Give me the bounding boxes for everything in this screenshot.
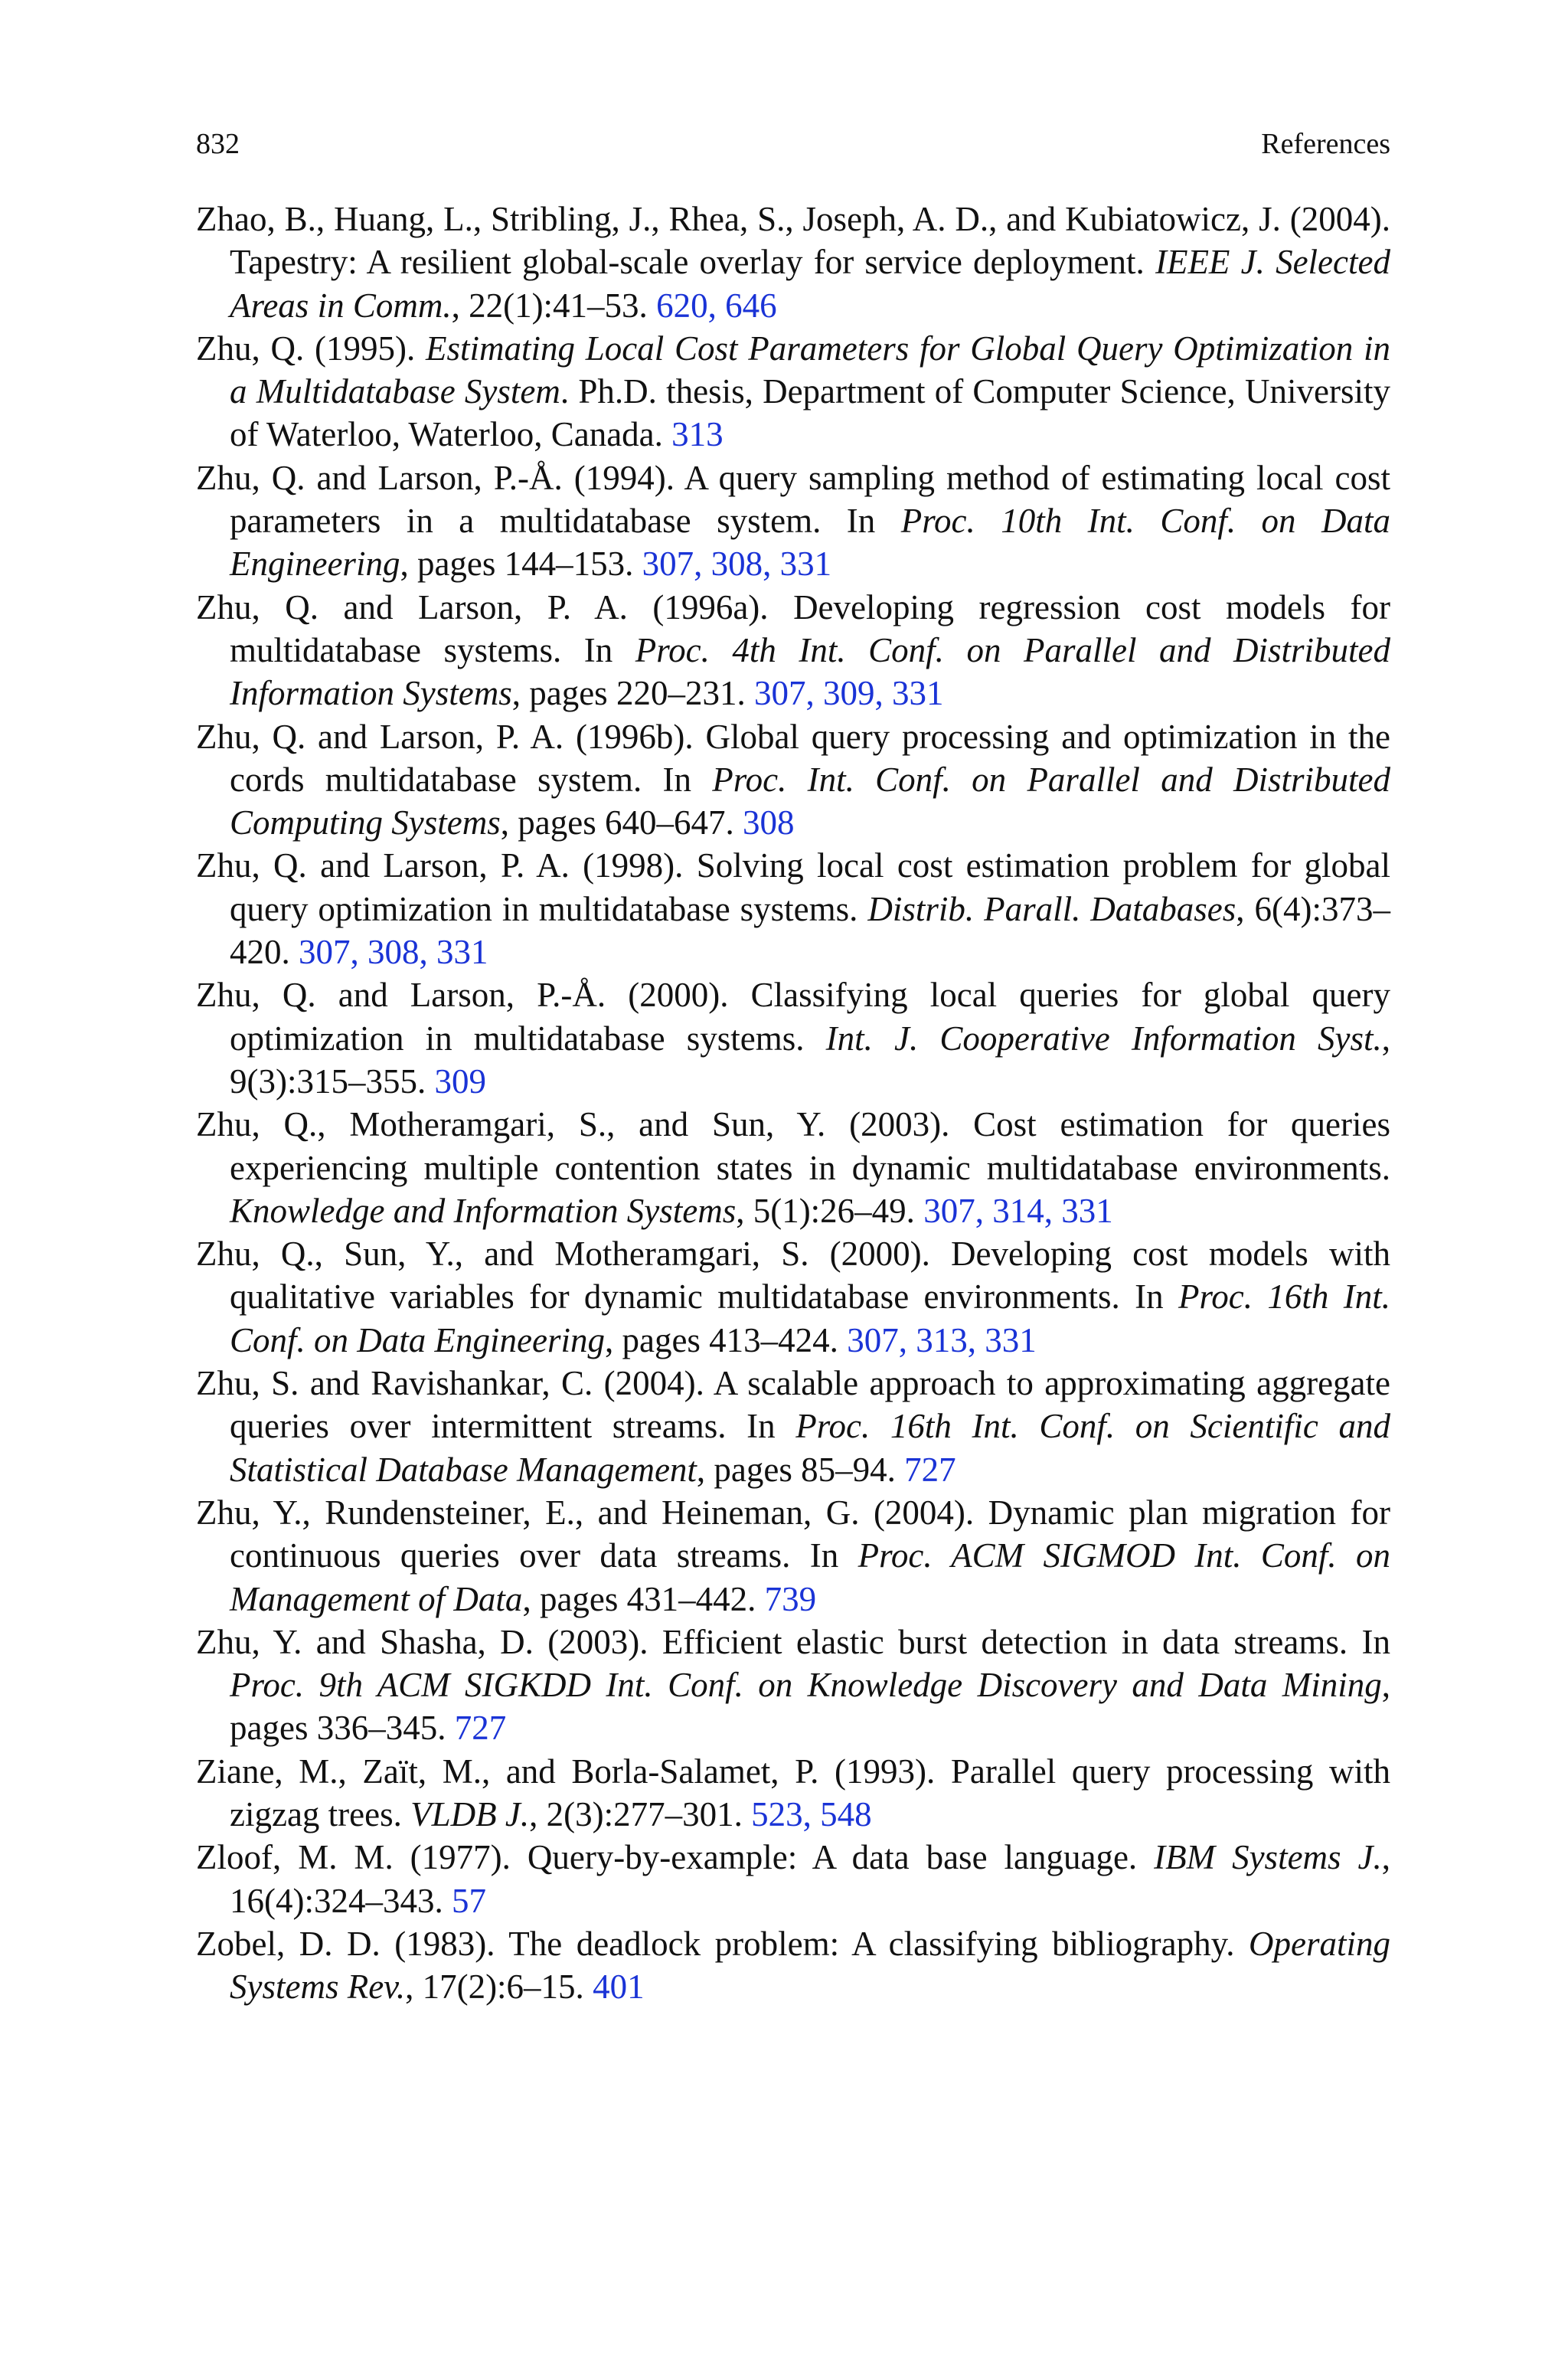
reference-entry [196,973,1390,1103]
publication-title: Estimating Local Cost Parameters for Global Query Optimization in a Multidatabase System [230,329,1390,411]
page-reference-link[interactable]: 401 [593,1967,645,2007]
reference-entry [196,1750,1390,1837]
publication-title: Knowledge and Information Systems [230,1191,737,1230]
page-reference-link[interactable]: 307, 313, 331 [847,1320,1037,1359]
reference-text: Zhu, Q. and Larson, P.-Å. (2000). Classifying local queries for global query optimization in multidatabase systems. [196,976,1390,1058]
reference-text: , 17(2):6–15. [405,1967,593,2007]
page-reference-link[interactable]: 727 [454,1709,507,1748]
page-reference-link[interactable]: 307, 314, 331 [923,1191,1113,1230]
reference-text: , 5(1):26–49. [736,1191,924,1230]
publication-title: Proc. Int. Conf. on Parallel and Distributed Computing Systems [230,760,1390,842]
reference-text: , pages 144–153. [400,545,642,584]
reference-entry [196,327,1390,456]
reference-text: Zhu, Q. (1995). [196,329,426,368]
publication-title: Int. J. Cooperative Information Syst. [825,1019,1382,1058]
page-reference-link[interactable]: 727 [904,1450,956,1489]
reference-text: , 2(3):277–301. [529,1794,752,1833]
page-reference-link[interactable]: 307, 308, 331 [299,933,488,972]
reference-text: , pages 413–424. [604,1320,848,1359]
reference-text: Zhu, Q. and Larson, P. A. (1998). Solving local cost estimation problem for global query optimization in multidatabase systems. [196,846,1390,928]
publication-title: Proc. ACM SIGMOD Int. Conf. on Management of Data [230,1536,1390,1618]
publication-title: Proc. 16th Int. Conf. on Scientific and Statistical Database Management [230,1407,1390,1489]
reference-text: Zhu, Q. and Larson, P. A. (1996a). Developing regression cost models for multidatabase systems. In [196,587,1390,669]
page-reference-link[interactable]: 309 [434,1061,486,1101]
publication-title: Distrib. Parall. Databases [867,889,1236,928]
reference-text: Zhao, B., Huang, L., Stribling, J., Rhea, S., Joseph, A. D., and Kubiatowicz, J. (2004). Tapestry: A resilient global-scale overlay for service deployment. [196,200,1390,282]
reference-entry [196,1836,1390,1922]
reference-text: , 6(4):373–420. [230,889,1390,972]
publication-title: VLDB J. [410,1794,530,1833]
reference-entry [196,1922,1390,2009]
reference-text: Ziane, M., Zaït, M., and Borla-Salamet, P. (1993). Parallel query processing with zigzag trees. [196,1752,1390,1833]
reference-text: , 16(4):324–343. [230,1838,1390,1920]
publication-title: IEEE J. Selected Areas in Comm. [230,243,1390,325]
reference-text: , 9(3):315–355. [230,1019,1390,1101]
reference-text: Zhu, Q., Sun, Y., and Motheramgari, S. (2000). Developing cost models with qualitative variables for dynamic multidatabase environments. In [196,1235,1390,1317]
publication-title: Proc. 9th ACM SIGKDD Int. Conf. on Knowledge Discovery and Data Mining [230,1666,1382,1705]
reference-entry [196,715,1390,845]
page-reference-link[interactable]: 57 [451,1881,486,1920]
page-reference-link[interactable]: 308 [742,803,795,842]
reference-text: , pages 85–94. [696,1450,905,1489]
reference-entry [196,586,1390,715]
page-number: 832 [196,128,240,160]
page-reference-link[interactable]: 620, 646 [656,286,777,325]
page-reference-link[interactable]: 307, 308, 331 [642,545,832,584]
page-header [196,121,1390,167]
reference-entry [196,1491,1390,1621]
reference-entry [196,1621,1390,1750]
reference-text: , pages 220–231. [511,674,754,713]
reference-text: Zhu, Y., Rundensteiner, E., and Heineman, G. (2004). Dynamic plan migration for continuous queries over data streams. In [196,1493,1390,1575]
reference-text: , pages 336–345. [230,1666,1390,1748]
page-reference-link[interactable]: 307, 309, 331 [753,674,944,713]
reference-entry [196,1362,1390,1491]
reference-text: Zhu, S. and Ravishankar, C. (2004). A scalable approach to approximating aggregate queries over intermittent streams. In [196,1364,1390,1446]
reference-text: Zhu, Q. and Larson, P. A. (1996b). Global query processing and optimization in the cords multidatabase system. In [196,717,1390,799]
reference-entry [196,1232,1390,1362]
running-head: References [1261,128,1390,160]
reference-list [196,198,1390,2008]
publication-title: IBM Systems J. [1154,1838,1382,1877]
reference-text: Zobel, D. D. (1983). The deadlock problem: A classifying bibliography. [196,1924,1249,1963]
reference-entry [196,1103,1390,1232]
reference-text: . Ph.D. thesis, Department of Computer Science, University of Waterloo, Waterloo, Canada. [230,372,1390,454]
page-reference-link[interactable]: 739 [764,1579,817,1618]
reference-text: , 22(1):41–53. [451,286,657,325]
reference-entry [196,844,1390,973]
reference-text: Zhu, Y. and Shasha, D. (2003). Efficient elastic burst detection in data streams. In [196,1622,1390,1661]
reference-text: Zhu, Q. and Larson, P.-Å. (1994). A query sampling method of estimating local cost parameters in a multidatabase system. In [196,458,1390,541]
reference-text: , pages 431–442. [522,1579,765,1618]
reference-entry [196,198,1390,327]
page-reference-link[interactable]: 523, 548 [751,1794,872,1833]
reference-text: , pages 640–647. [500,803,743,842]
publication-title: Proc. 10th Int. Conf. on Data Engineering [230,502,1391,584]
page-reference-link[interactable]: 313 [671,415,724,454]
publication-title: Proc. 16th Int. Conf. on Data Engineering [230,1277,1390,1359]
reference-text: Zloof, M. M. (1977). Query-by-example: A data base language. [196,1838,1155,1877]
reference-text: Zhu, Q., Motheramgari, S., and Sun, Y. (2003). Cost estimation for queries experiencing multiple contention states in dynamic multidatabase environments. [196,1105,1390,1187]
publication-title: Operating Systems Rev. [230,1924,1390,2007]
publication-title: Proc. 4th Int. Conf. on Parallel and Distributed Information Systems [230,630,1391,713]
reference-entry [196,456,1390,586]
